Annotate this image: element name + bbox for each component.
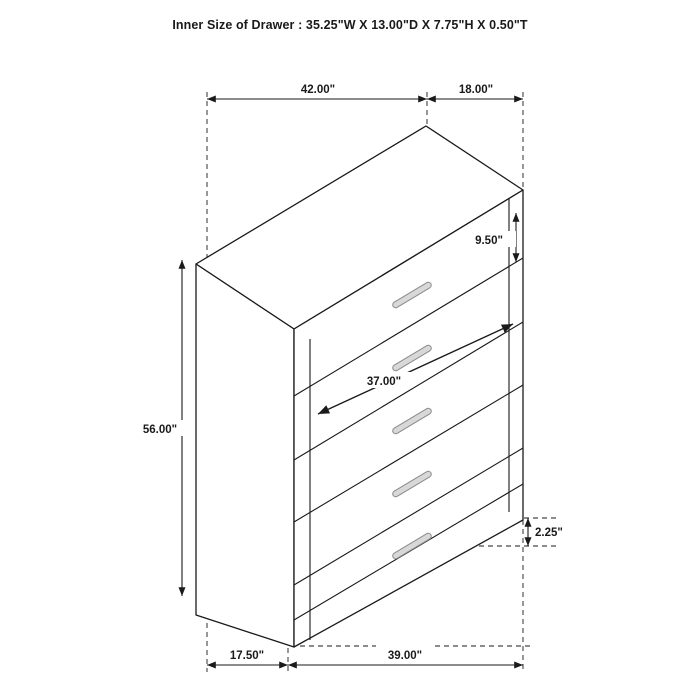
label-top-depth: 18.00"	[458, 84, 494, 96]
dim-base-width	[288, 645, 523, 665]
label-base-depth: 17.50"	[229, 650, 265, 662]
label-base-width: 39.00"	[387, 650, 423, 662]
label-top-width: 42.00"	[300, 84, 336, 96]
label-side-depth-upper: 9.50"	[475, 235, 503, 247]
chest-front-face	[196, 264, 294, 647]
page-title: Inner Size of Drawer : 35.25"W X 13.00"D X 7.75"H X 0.50"T	[172, 18, 528, 32]
label-base-height: 2.25"	[535, 527, 563, 539]
dim-height	[131, 260, 189, 596]
dim-top-width	[207, 79, 427, 99]
dim-top-depth	[427, 79, 523, 99]
label-height: 56.00"	[142, 424, 178, 436]
label-drawer-front-diagonal: 37.00"	[366, 376, 402, 388]
dim-base-height	[528, 518, 563, 546]
dim-base-depth	[207, 645, 288, 665]
